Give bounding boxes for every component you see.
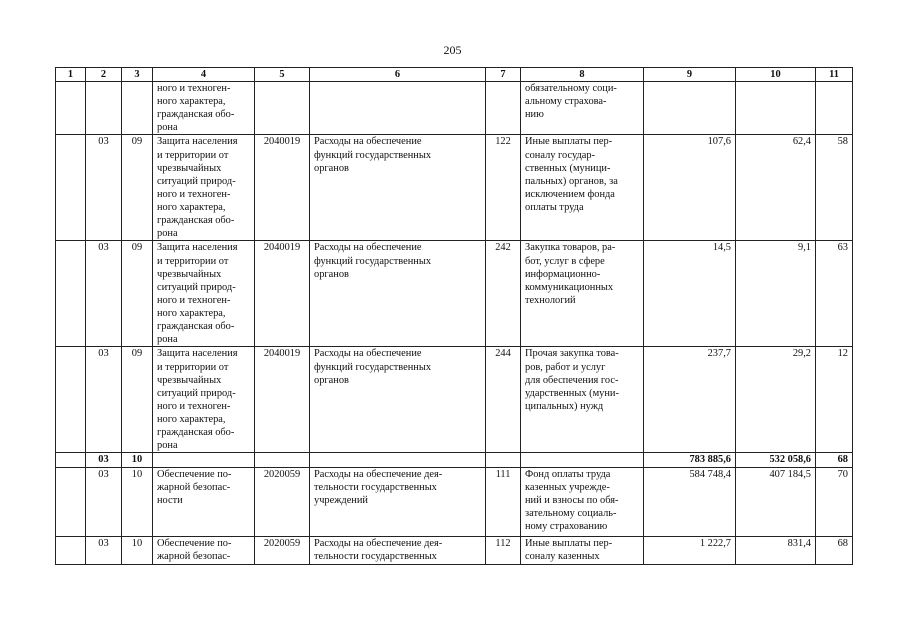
expense-type-code: 244 (486, 347, 521, 453)
article-name: Расходы на обеспечение дея- тельности государственных (310, 536, 486, 564)
expense-type-name: обязательному соци- альному страхова- нию (521, 82, 644, 135)
expense-type-code: 112 (486, 536, 521, 564)
amount-col-9 (644, 82, 736, 135)
subsection-name: Обеспечение по- жарной безопас- (153, 536, 255, 564)
article-code (255, 82, 310, 135)
col-header: 1 (56, 68, 86, 82)
subsection-name: Защита населения и территории от чрезвычайных ситуаций природ- ного и техноген- ного характера, гражданская обо- рона (153, 135, 255, 241)
subtotal-amount-col-9: 783 885,6 (644, 453, 736, 467)
expense-type-name (521, 453, 644, 467)
article-code: 2040019 (255, 347, 310, 453)
amount-col-10 (736, 82, 816, 135)
table-row (56, 241, 853, 347)
subsection-name (153, 453, 255, 467)
col-1 (56, 467, 86, 536)
article-name: Расходы на обеспечение функций государственных органов (310, 135, 486, 241)
expense-type-code: 122 (486, 135, 521, 241)
percent-col-11: 70 (816, 467, 853, 536)
section-code: 03 (86, 135, 122, 241)
col-1 (56, 453, 86, 467)
article-name: Расходы на обеспечение функций государственных органов (310, 347, 486, 453)
percent-col-11 (816, 82, 853, 135)
expense-type-name: Фонд оплаты труда казенных учрежде- ний и взносы по обя- зательному социаль- ному страхованию (521, 467, 644, 536)
col-header: 4 (153, 68, 255, 82)
col-header: 11 (816, 68, 853, 82)
expense-type-name: Прочая закупка това- ров, работ и услуг для обеспечения гос- ударственных (муни- ципальных) нужд (521, 347, 644, 453)
col-header: 10 (736, 68, 816, 82)
subsection-code: 09 (122, 347, 153, 453)
expense-type-name: Иные выплаты пер- соналу казенных (521, 536, 644, 564)
header-row (56, 68, 853, 82)
article-name: Расходы на обеспечение дея- тельности государственных учреждений (310, 467, 486, 536)
article-name (310, 82, 486, 135)
subsection-name: Защита населения и территории от чрезвычайных ситуаций природ- ного и техноген- ного характера, гражданская обо- рона (153, 347, 255, 453)
col-header: 9 (644, 68, 736, 82)
col-1 (56, 347, 86, 453)
article-name: Расходы на обеспечение функций государственных органов (310, 241, 486, 347)
col-1 (56, 135, 86, 241)
subsection-code: 10 (122, 467, 153, 536)
percent-col-11: 58 (816, 135, 853, 241)
percent-col-11: 68 (816, 536, 853, 564)
percent-col-11: 63 (816, 241, 853, 347)
col-header: 5 (255, 68, 310, 82)
amount-col-10: 831,4 (736, 536, 816, 564)
subsection-code: 09 (122, 135, 153, 241)
col-header: 6 (310, 68, 486, 82)
budget-table (55, 67, 853, 565)
article-code: 2040019 (255, 241, 310, 347)
subsection-name: Защита населения и территории от чрезвычайных ситуаций природ- ного и техноген- ного характера, гражданская обо- рона (153, 241, 255, 347)
table-row (56, 467, 853, 536)
expense-type-code: 111 (486, 467, 521, 536)
section-code: 03 (86, 347, 122, 453)
amount-col-9: 1 222,7 (644, 536, 736, 564)
col-header: 2 (86, 68, 122, 82)
table-row (56, 82, 853, 135)
amount-col-9: 14,5 (644, 241, 736, 347)
subsection-code (122, 82, 153, 135)
page-number: 205 (443, 43, 462, 57)
section-code (86, 82, 122, 135)
col-1 (56, 241, 86, 347)
subtotal-amount-col-10: 532 058,6 (736, 453, 816, 467)
article-code: 2040019 (255, 135, 310, 241)
amount-col-9: 237,7 (644, 347, 736, 453)
expense-type-code (486, 82, 521, 135)
expense-type-name: Закупка товаров, ра- бот, услуг в сфере информационно- коммуникационных технологий (521, 241, 644, 347)
amount-col-10: 62,4 (736, 135, 816, 241)
amount-col-10: 407 184,5 (736, 467, 816, 536)
subtotal-percent-col-11: 68 (816, 453, 853, 467)
amount-col-10: 9,1 (736, 241, 816, 347)
section-code: 03 (86, 467, 122, 536)
expense-type-code (486, 453, 521, 467)
section-code: 03 (86, 241, 122, 347)
amount-col-9: 107,6 (644, 135, 736, 241)
subsection-code: 10 (122, 453, 153, 467)
table-row (56, 135, 853, 241)
article-name (310, 453, 486, 467)
table-row (56, 536, 853, 564)
subsection-code: 09 (122, 241, 153, 347)
percent-col-11: 12 (816, 347, 853, 453)
col-1 (56, 82, 86, 135)
article-code: 2020059 (255, 536, 310, 564)
table-row (56, 347, 853, 453)
expense-type-code: 242 (486, 241, 521, 347)
col-header: 7 (486, 68, 521, 82)
expense-type-name: Иные выплаты пер- соналу государ- ственных (муници- пальных) органов, за исключением фонда оплаты труда (521, 135, 644, 241)
subtotal-row (56, 453, 853, 467)
col-header: 3 (122, 68, 153, 82)
section-code: 03 (86, 536, 122, 564)
subsection-name: ного и техноген- ного характера, гражданская обо- рона (153, 82, 255, 135)
section-code: 03 (86, 453, 122, 467)
article-code: 2020059 (255, 467, 310, 536)
subsection-name: Обеспечение по- жарной безопас- ности (153, 467, 255, 536)
article-code (255, 453, 310, 467)
amount-col-9: 584 748,4 (644, 467, 736, 536)
subsection-code: 10 (122, 536, 153, 564)
amount-col-10: 29,2 (736, 347, 816, 453)
col-1 (56, 536, 86, 564)
col-header: 8 (521, 68, 644, 82)
